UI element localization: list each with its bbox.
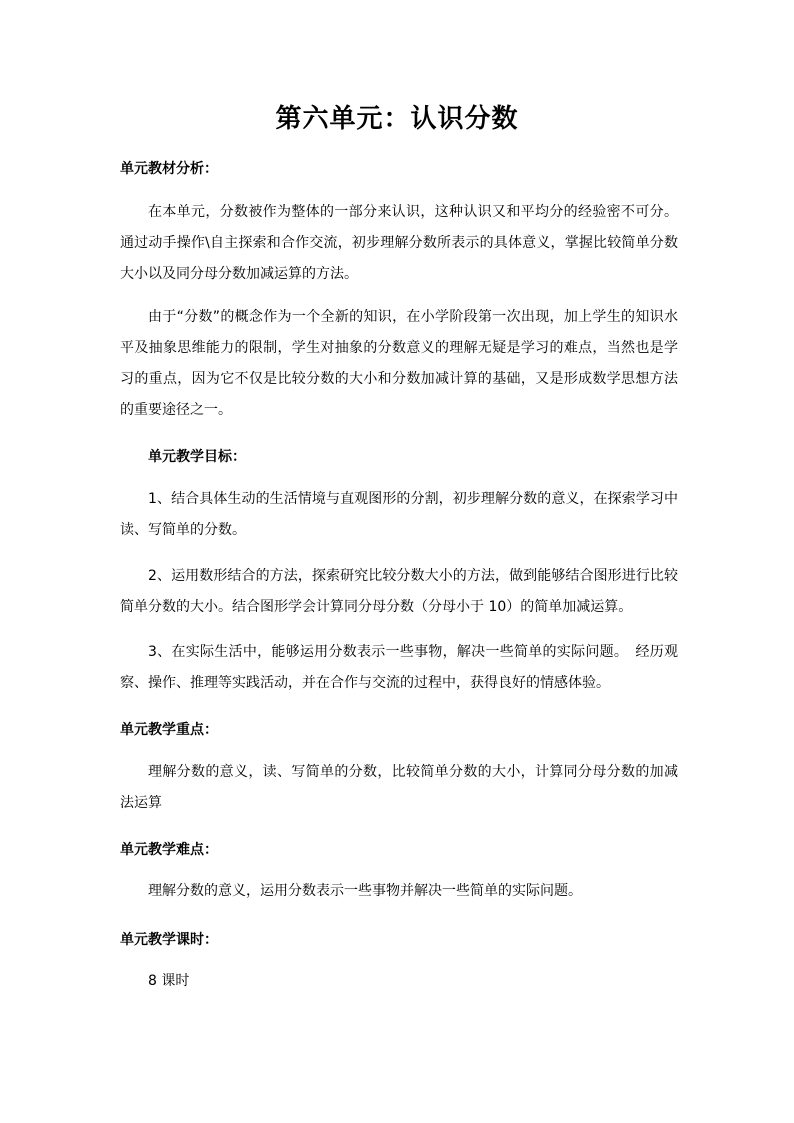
hours-heading: 单元教学课时： [120,932,218,948]
goal-item-2: 2、运用数形结合的方法，探索研究比较分数大小的方法，做到能够结合图形进行比较简单分数的大小。结合图形学会计算同分母分数（分母小于 10）的简单加减运算。 [120,568,678,615]
analysis-paragraph-1: 在本单元，分数被作为整体的一部分来认识，这种认识又和平均分的经验密不可分。通过动手操作\自主探索和合作交流，初步理解分数所表示的具体意义，掌握比较简单分数大小以及同分母分数加减运算的方法。 [120,204,678,282]
page-title: 第六单元：认识分数 [275,104,519,134]
difficulty-text: 理解分数的意义，运用分数表示一些事物并解决一些简单的实际问题。 [148,883,582,899]
analysis-heading: 单元教材分析： [120,161,218,177]
analysis-paragraph-2: 由于“分数”的概念作为一个全新的知识，在小学阶段第一次出现，加上学生的知识水平及抽象思维能力的限制，学生对抽象的分数意义的理解无疑是学习的难点，当然也是学习的重点，因为它不仅是比较分数的大小和分数加减计算的基础，又是形成数学思想方法的重要途径之一。 [120,309,678,418]
goals-heading: 单元教学目标： [148,449,246,465]
key-points-text: 理解分数的意义，读、写简单的分数，比较简单分数的大小，计算同分母分数的加减法运算 [120,764,678,811]
hours-text: 8 课时 [148,973,190,989]
key-points-heading: 单元教学重点： [120,722,218,738]
difficulty-heading: 单元教学难点： [120,842,218,858]
goal-item-3: 3、在实际生活中，能够运用分数表示一些事物，解决一些简单的实际问题。 经历观察、操作、推理等实践活动，并在合作与交流的过程中，获得良好的情感体验。 [120,644,678,691]
goal-item-1: 1、结合具体生动的生活情境与直观图形的分割，初步理解分数的意义，在探索学习中读、写简单的分数。 [120,491,678,538]
